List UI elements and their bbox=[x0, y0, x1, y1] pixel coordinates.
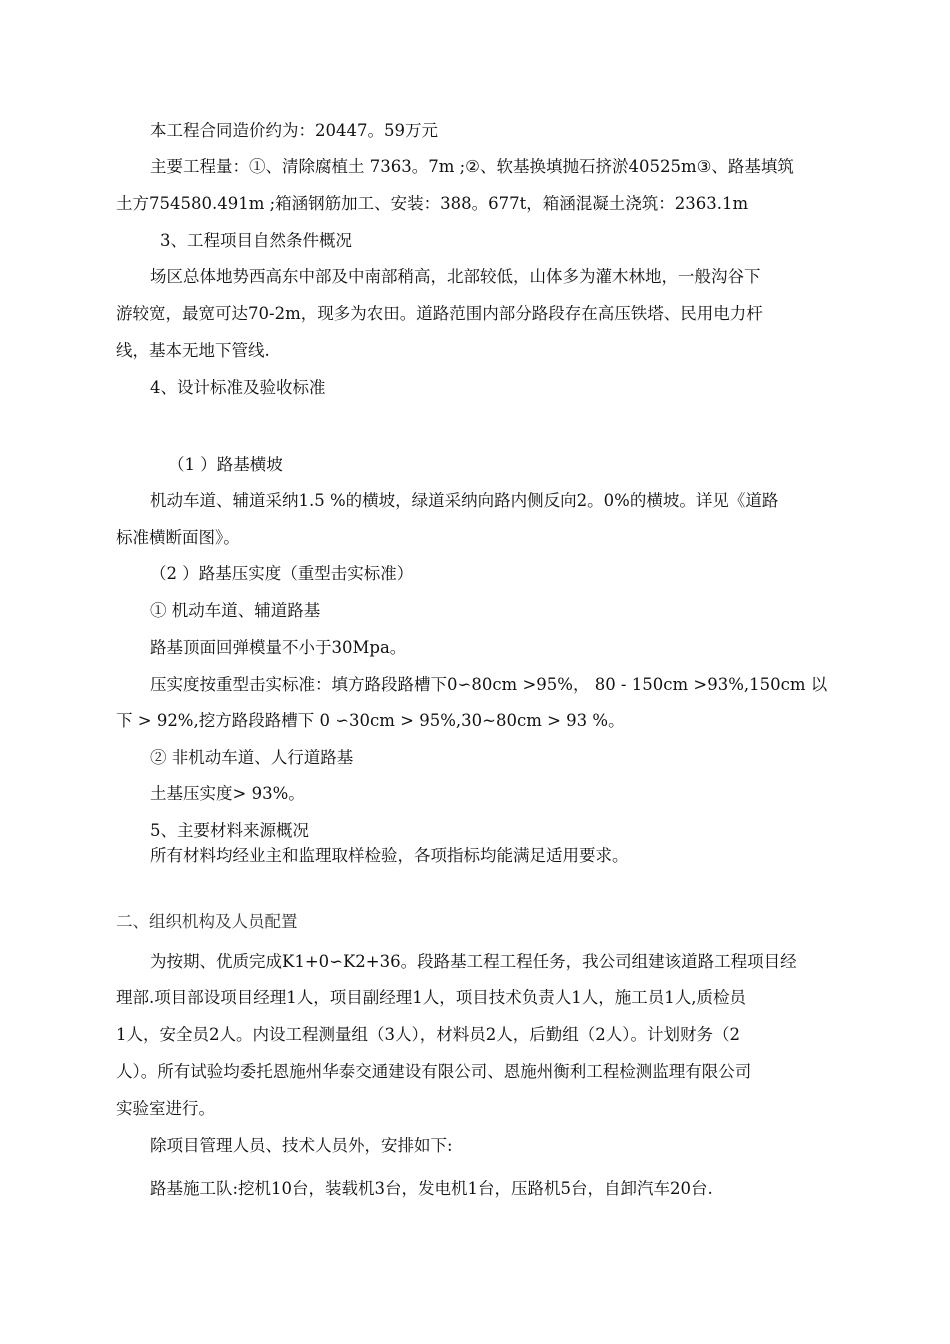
org-line-2: 理部.项目部设项目经理1人，项目副经理1人，项目技术负责人1人，施工员1人,质检员 bbox=[116, 988, 746, 1007]
section-heading-organization: 二、组织机构及人员配置 bbox=[116, 912, 298, 931]
heading-natural-conditions: 3、工程项目自然条件概况 bbox=[160, 231, 352, 250]
org-line-1: 为按期、优质完成K1+0∽K2+36。段路基工程工程任务，我公司组建该道路工程项目经 bbox=[150, 952, 797, 971]
heading-design-standards: 4、设计标准及验收标准 bbox=[150, 378, 326, 397]
org-line-3: 1人，安全员2人。内设工程测量组（3人），材料员2人，后勤组（2人）。计划财务（2 bbox=[116, 1025, 740, 1044]
compaction-line-2: 下 > 92%,挖方路段路槽下 0 ∽30cm > 95%,30~80cm > 93 %。 bbox=[116, 711, 625, 730]
org-line-5: 实验室进行。 bbox=[116, 1099, 215, 1118]
item-motor-lanes: ① 机动车道、辅道路基 bbox=[150, 601, 321, 620]
site-line-3: 线，基本无地下管线. bbox=[116, 341, 270, 360]
modulus-line: 路基顶面回弹模量不小于30Mpa。 bbox=[150, 638, 407, 657]
construction-team-line: 路基施工队:挖机10台，装载机3台，发电机1台，压路机5台，自卸汽车20台. bbox=[150, 1179, 713, 1198]
compaction-line-1: 压实度按重型击实标准：填方路段路槽下0∽80cm >95%， 80 - 150cm >93%,150cm 以 bbox=[150, 675, 828, 694]
slope-line-1: 机动车道、辅道采纳1.5 %的横坡，绿道采纳向路内侧反向2。0%的横坡。详见《道路 bbox=[150, 491, 779, 510]
quantities-line-2: 土方754580.491m ;箱涵钢筋加工、安装：388。677t，箱涵混凝土浇筑：2363.1m bbox=[116, 194, 749, 213]
contract-price-line: 本工程合同造价约为：20447。59万元 bbox=[150, 121, 438, 140]
item-non-motor-lanes: ② 非机动车道、人行道路基 bbox=[150, 748, 354, 767]
quantities-line-1: 主要工程量：①、清除腐植土 7363。7m ;②、软基换填抛石挤淤40525m③、路基填筑 bbox=[150, 157, 794, 176]
subheading-cross-slope: （1 ）路基横坡 bbox=[168, 455, 283, 474]
heading-materials: 5、主要材料来源概况 bbox=[150, 821, 309, 840]
site-line-1: 场区总体地势西高东中部及中南部稍高，北部较低，山体多为灌木林地，一般沟谷下 bbox=[150, 267, 761, 286]
subheading-compaction: （2 ）路基压实度（重型击实标准） bbox=[150, 564, 414, 583]
soil-compaction-line: 土基压实度> 93%。 bbox=[150, 784, 305, 803]
slope-line-2: 标准横断面图》。 bbox=[116, 528, 240, 547]
staff-line: 除项目管理人员、技术人员外，安排如下: bbox=[150, 1136, 453, 1155]
site-line-2: 游较宽，最宽可达70-2m，现多为农田。道路范围内部分路段存在高压铁塔、民用电力杆 bbox=[116, 304, 763, 323]
org-line-4: 人）。所有试验均委托恩施州华泰交通建设有限公司、恩施州衡利工程检测监理有限公司 bbox=[116, 1062, 752, 1081]
materials-line: 所有材料均经业主和监理取样检验，各项指标均能满足适用要求。 bbox=[150, 846, 629, 865]
